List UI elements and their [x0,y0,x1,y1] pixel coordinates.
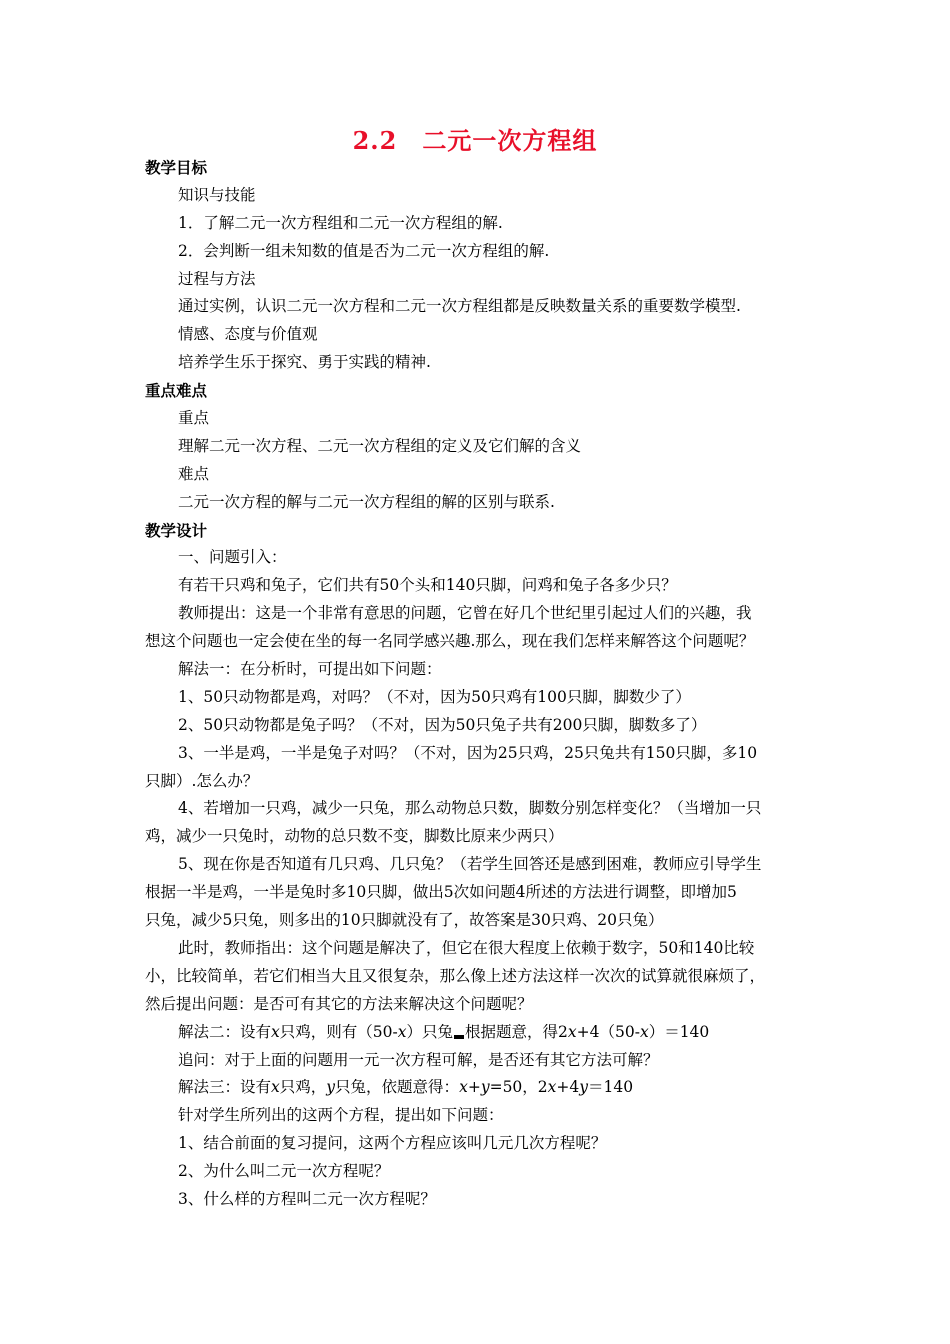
question-item: 2、为什么叫二元一次方程呢？ [178,1162,390,1181]
paragraph-continuation: 想这个问题也一定会使在坐的每一名同学感兴趣.那么，现在我们怎样来解答这个问题呢？ [145,632,755,651]
paragraph: 解法一：在分析时，可提出如下问题： [178,660,442,679]
paragraph: 一、问题引入： [178,548,287,567]
paragraph-continuation: 然后提出问题：是否可有其它的方法来解决这个问题呢？ [145,994,533,1013]
question-item: 3、什么样的方程叫二元一次方程呢？ [178,1189,436,1208]
section-heading-objectives: 教学目标 [145,158,208,177]
paragraph: 二元一次方程的解与二元一次方程组的解的区别与联系. [178,492,555,511]
paragraph: 培养学生乐于探究、勇于实践的精神. [178,353,431,372]
subheading-attitude: 情感、态度与价值观 [178,325,318,344]
paragraph: 针对学生所列出的这两个方程，提出如下问题： [178,1106,504,1125]
document-body [145,154,810,1214]
document-title: 2.2 二元一次方程组 [352,126,598,155]
objective-item: 1．了解二元一次方程组和二元一次方程组的解. [178,213,503,232]
subheading-knowledge: 知识与技能 [178,185,256,204]
question-item: 2、50只动物都是兔子吗？（不对，因为50只兔子共有200只脚，脚数多了） [178,715,707,734]
section-heading-design: 教学设计 [145,520,208,540]
section-heading-key-points: 重点难点 [145,381,208,401]
paragraph-continuation: 只兔，减少5只兔，则多出的10只脚就没有了，故答案是30只鸡、20只兔） [145,911,664,930]
paragraph-continuation: 只脚）.怎么办？ [145,771,259,790]
paragraph: 教师提出：这是一个非常有意思的问题，它曾在好几个世纪里引起过人们的兴趣，我 [178,604,752,623]
question-item: 5、现在你是否知道有几只鸡、几只兔？（若学生回答还是感到困难，教师应引导学生 [178,855,762,874]
question-item: 3、一半是鸡，一半是兔子对吗？（不对，因为25只鸡，25只兔共有150只脚，多10 [178,743,758,762]
solution-two-line: 解法二：设有x只鸡，则有（50-x）只兔 根据题意，得2x+4（50-x）＝140 [178,1022,710,1041]
paragraph: 此时，教师指出：这个问题是解决了，但它在很大程度上依赖于数字，50和140比较 [178,938,755,957]
subheading-process: 过程与方法 [178,269,256,288]
text-mark [454,1035,464,1039]
paragraph-continuation: 鸡，减少一只兔时，动物的总只数不变，脚数比原来少两只） [145,827,564,846]
paragraph: 通过实例，认识二元一次方程和二元一次方程组都是反映数量关系的重要数学模型. [178,297,741,316]
subheading-difficulty: 难点 [178,464,210,483]
paragraph: 追问：对于上面的问题用一元一次方程可解，是否还有其它方法可解？ [178,1050,659,1069]
paragraph: 有若干只鸡和兔子，它们共有50个头和140只脚，问鸡和兔子各多少只？ [178,576,677,595]
paragraph: 理解二元一次方程、二元一次方程组的定义及它们解的含义 [178,436,582,455]
subheading-key: 重点 [178,409,210,428]
paragraph-continuation: 小，比较简单，若它们相当大且又很复杂，那么像上述方法这样一次次的试算就很麻烦了， [145,966,766,985]
question-item: 1、50只动物都是鸡，对吗？（不对，因为50只鸡有100只脚，脚数少了） [178,687,691,706]
objective-item: 2．会判断一组未知数的值是否为二元一次方程组的解. [178,241,550,260]
question-item: 1、结合前面的复习提问，这两个方程应该叫几元几次方程呢？ [178,1134,607,1153]
question-item: 4、若增加一只鸡，减少一只兔，那么动物总只数，脚数分别怎样变化？（当增加一只 [178,799,762,818]
paragraph-continuation: 根据一半是鸡，一半是兔时多10只脚，做出5次如问题4所述的方法进行调整，即增加5 [145,883,737,902]
solution-three-line: 解法三：设有x只鸡，y只兔，依题意得：x+y=50，2x+4y＝140 [178,1078,634,1097]
